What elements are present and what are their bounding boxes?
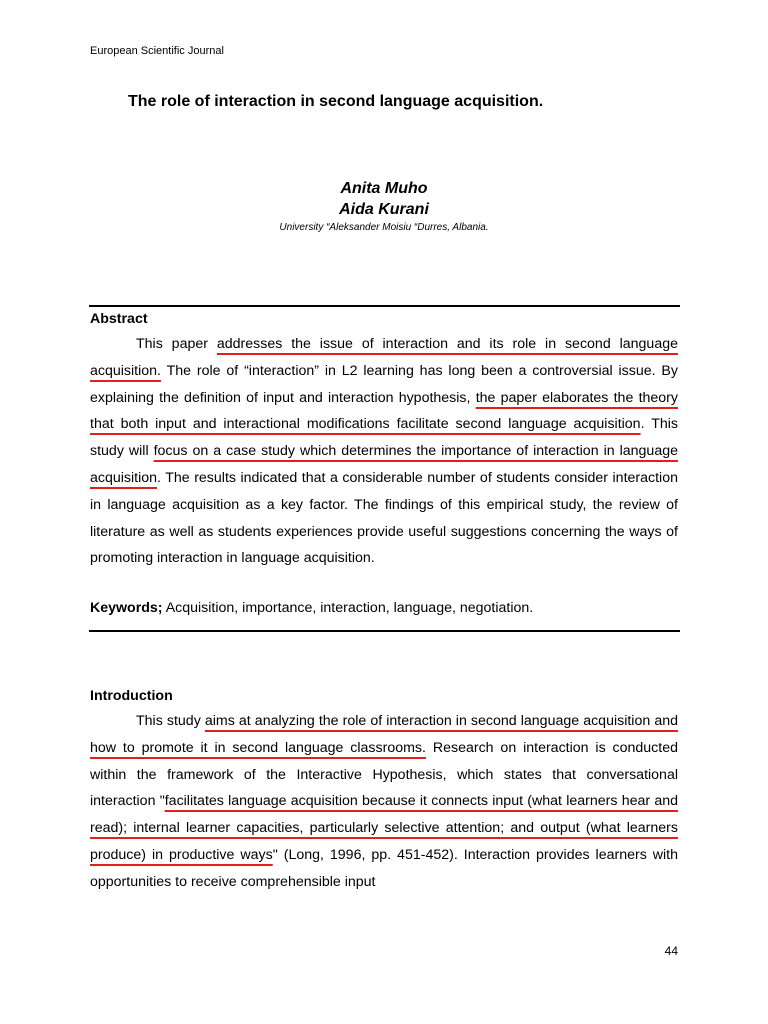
text-run: . This study will: [90, 416, 678, 460]
text-run: Research on interaction is conducted within the framework of the Interactive Hypothesis, which states that conversational interaction ": [90, 739, 679, 810]
paper-title: The role of interaction in second language acquisition.: [128, 93, 544, 110]
affiliation: University “Aleksander Moisiu “Durres, Albania.: [279, 222, 489, 233]
highlighted-text: aims at analyzing the role of interaction in second language acquisition and how to promote it in second language classrooms.: [90, 713, 678, 756]
keywords-text: Acquisition, importance, interaction, language, negotiation.: [162, 600, 534, 616]
page-number: 44: [664, 944, 678, 958]
keywords-label: Keywords;: [90, 600, 163, 616]
abstract-section: [90, 309, 678, 572]
introduction-heading: Introduction: [90, 688, 173, 704]
text-run: " (Long, 1996, pp. 451-452). Interaction provides learners with opportunities to receive comprehensible input: [90, 846, 678, 890]
highlighted-text: focus on a case study which determines the importance of interaction in language acquisition: [90, 443, 678, 486]
introduction-paragraph: [90, 708, 678, 896]
highlighted-text: addresses the issue of interaction and its role in second language acquisition.: [90, 336, 678, 379]
authors-block: [0, 178, 768, 233]
abstract-heading: Abstract: [90, 311, 148, 327]
abstract-paragraph: [90, 331, 678, 572]
highlighted-text: facilitates language acquisition because it connects input (what learners hear and read); internal learner capacities, particularly selective attention; and output (what learners produce) in productive ways: [90, 793, 678, 863]
keywords-line: [90, 600, 533, 616]
author-name: Aida Kurani: [339, 201, 429, 218]
text-run: . The results indicated that a considerable number of students consider interaction in language acquisition as a key factor. The findings of this empirical study, the review of literature as well as students experiences provide useful suggestions concerning the ways of promoting interaction in language acquisition.: [90, 469, 678, 567]
journal-name: European Scientific Journal: [90, 45, 224, 57]
text-run: This paper: [136, 336, 217, 352]
highlighted-text: the paper elaborates the theory that both input and interactional modifications facilitate second language acquisition: [90, 389, 678, 433]
text-run: The role of “interaction” in L2 learning has long been a controversial issue. By explaining the definition of input and interaction hypothesis,: [90, 362, 678, 406]
top-rule: [89, 305, 680, 307]
introduction-section: [90, 686, 678, 896]
text-run: This study: [136, 713, 205, 729]
author-name: Anita Muho: [340, 180, 428, 197]
bottom-rule: [89, 630, 680, 632]
